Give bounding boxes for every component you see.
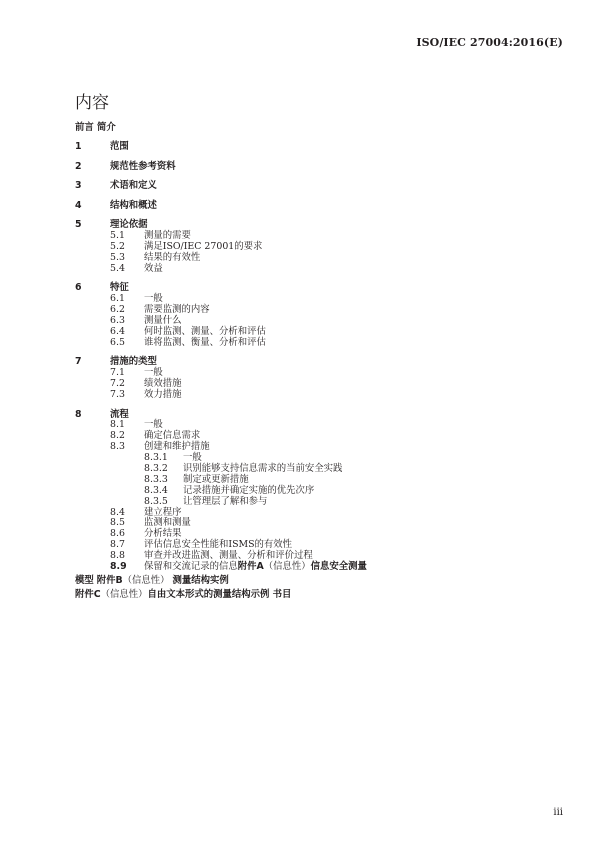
table-of-contents	[0, 123, 600, 601]
section-label: 何时监测、测量、分析和评估	[144, 326, 266, 338]
toc-section-6-4[interactable]	[0, 327, 600, 338]
subsection-number: 8.3.2	[144, 463, 168, 475]
toc-chapter-6[interactable]	[0, 283, 600, 294]
annex-b-label: 附件B	[96, 574, 123, 586]
section-number: 8.1	[110, 419, 125, 431]
chapter-label: 结构和概述	[110, 199, 157, 211]
chapter-number: 3	[75, 180, 82, 192]
annex-c-informative: （信息性）	[100, 588, 148, 600]
front-matter-label: 前言 简介	[75, 122, 116, 133]
toc-section-6-1[interactable]	[0, 294, 600, 305]
section-number: 5.1	[110, 230, 125, 242]
section-number: 5.3	[110, 252, 125, 264]
chapter-label: 术语和定义	[110, 180, 157, 192]
toc-chapter-5[interactable]	[0, 220, 600, 231]
standard-identifier: ISO/IEC 27004:2016(E)	[416, 36, 563, 49]
section-label: 测量的需要	[144, 230, 191, 242]
section-label: 效力措施	[144, 389, 182, 401]
section-number: 8.4	[110, 506, 125, 518]
section-label: 建立程序	[144, 506, 182, 518]
chapter-label: 范围	[110, 141, 129, 153]
section-number: 6.4	[110, 326, 125, 338]
section-number: 5.4	[110, 262, 125, 274]
chapter-label: 理论依据	[110, 219, 148, 231]
chapter-number: 7	[75, 356, 82, 368]
annex-a-title-continued: 模型	[75, 574, 94, 586]
toc-section-6-5[interactable]	[0, 338, 600, 349]
toc-chapter-7[interactable]	[0, 357, 600, 368]
chapter-number: 6	[75, 282, 82, 294]
subsection-label: 让管理层了解和参与	[183, 495, 268, 507]
chapter-label: 规范性参考资料	[110, 160, 176, 172]
section-label: 分析结果	[144, 528, 182, 540]
toc-section-7-2[interactable]	[0, 379, 600, 390]
section-label: 评估信息安全性能和ISMS的有效性	[144, 539, 293, 551]
subsection-label: 识别能够支持信息需求的当前安全实践	[183, 463, 343, 475]
chapter-number: 1	[75, 141, 82, 153]
section-label: 效益	[144, 262, 163, 274]
section-number: 7.3	[110, 389, 125, 401]
section-number: 6.2	[110, 304, 125, 316]
chapter-number: 2	[75, 160, 82, 172]
toc-section-8-4[interactable]	[0, 508, 600, 519]
chapter-number: 8	[75, 408, 82, 420]
section-label: 谁将监测、衡量、分析和评估	[144, 336, 266, 348]
section-number: 8.8	[110, 550, 125, 562]
page-number: iii	[553, 807, 563, 818]
toc-chapter-2[interactable]	[0, 162, 600, 173]
section-number: 8.3	[110, 441, 125, 453]
section-label: 审查并改进监测、测量、分析和评价过程	[144, 550, 313, 562]
section-label: 创建和维护措施	[144, 441, 210, 453]
toc-section-8-9[interactable]	[0, 562, 600, 573]
toc-section-7-3[interactable]	[0, 390, 600, 401]
toc-chapter-3[interactable]	[0, 181, 600, 192]
section-label	[144, 562, 367, 573]
toc-section-7-1[interactable]	[0, 368, 600, 379]
subsection-label: 一般	[183, 452, 202, 464]
section-label: 结果的有效性	[144, 252, 201, 264]
toc-annex-c[interactable]	[0, 590, 600, 601]
section-number: 8.2	[110, 430, 125, 442]
annex-a-title: 信息安全测量	[310, 561, 367, 573]
annex-a-informative: （信息性）	[263, 561, 311, 573]
section-label: 绩效措施	[144, 378, 182, 390]
section-number: 8.6	[110, 528, 125, 540]
section-8-9-label: 保留和交流记录的信息	[144, 561, 238, 573]
annex-b-title: 测量结构实例	[172, 574, 229, 586]
section-number: 6.3	[110, 315, 125, 327]
chapter-number: 5	[75, 219, 82, 231]
subsection-label: 记录措施并确定实施的优先次序	[183, 484, 315, 496]
section-number: 6.1	[110, 293, 125, 305]
toc-subsection-8-3-4[interactable]	[0, 486, 600, 497]
subsection-number: 8.3.5	[144, 495, 168, 507]
toc-section-5-2[interactable]	[0, 242, 600, 253]
page-title: 内容	[75, 93, 109, 113]
subsection-number: 8.3.4	[144, 484, 168, 496]
toc-section-6-2[interactable]	[0, 305, 600, 316]
annex-c-label: 附件C	[75, 588, 101, 600]
section-number: 8.5	[110, 517, 125, 529]
toc-section-5-3[interactable]	[0, 253, 600, 264]
section-number: 5.2	[110, 241, 125, 253]
subsection-label: 制定或更新措施	[183, 473, 249, 485]
toc-subsection-8-3-5[interactable]	[0, 497, 600, 508]
toc-annex-b[interactable]	[0, 576, 600, 587]
annex-a-label: 附件A	[237, 561, 264, 573]
toc-chapter-1[interactable]	[0, 142, 600, 153]
toc-section-6-3[interactable]	[0, 316, 600, 327]
section-label: 确定信息需求	[144, 430, 201, 442]
section-number: 8.9	[110, 561, 127, 573]
toc-subsection-8-3-2[interactable]	[0, 464, 600, 475]
toc-section-5-4[interactable]	[0, 264, 600, 275]
section-number: 7.1	[110, 367, 125, 379]
section-label: 监测和测量	[144, 517, 191, 529]
toc-chapter-4[interactable]	[0, 201, 600, 212]
subsection-number: 8.3.3	[144, 473, 168, 485]
toc-section-8-2[interactable]	[0, 431, 600, 442]
toc-section-5-1[interactable]	[0, 231, 600, 242]
section-number: 8.7	[110, 539, 125, 551]
section-number: 6.5	[110, 336, 125, 348]
toc-section-8-1[interactable]	[0, 420, 600, 431]
annex-c-line	[75, 590, 291, 601]
annex-b-informative: （信息性）	[122, 574, 170, 586]
annex-c-title: 自由文本形式的测量结构示例 书目	[147, 588, 292, 600]
section-number: 7.2	[110, 378, 125, 390]
toc-chapter-8[interactable]	[0, 410, 600, 421]
subsection-number: 8.3.1	[144, 452, 168, 464]
chapter-label: 流程	[110, 408, 129, 420]
section-label: 需要监测的内容	[144, 304, 210, 316]
toc-section-8-3[interactable]	[0, 442, 600, 453]
section-label: 一般	[144, 367, 163, 379]
section-label: 满足ISO/IEC 27001的要求	[144, 241, 263, 253]
annex-b-line	[75, 576, 229, 587]
chapter-label: 措施的类型	[110, 356, 157, 368]
section-label: 测量什么	[144, 315, 182, 327]
chapter-label: 特征	[110, 282, 129, 294]
section-label: 一般	[144, 293, 163, 305]
toc-front-matter[interactable]	[0, 123, 600, 134]
section-label: 一般	[144, 419, 163, 431]
toc-section-8-6[interactable]	[0, 529, 600, 540]
toc-section-8-5[interactable]	[0, 518, 600, 529]
chapter-number: 4	[75, 199, 82, 211]
